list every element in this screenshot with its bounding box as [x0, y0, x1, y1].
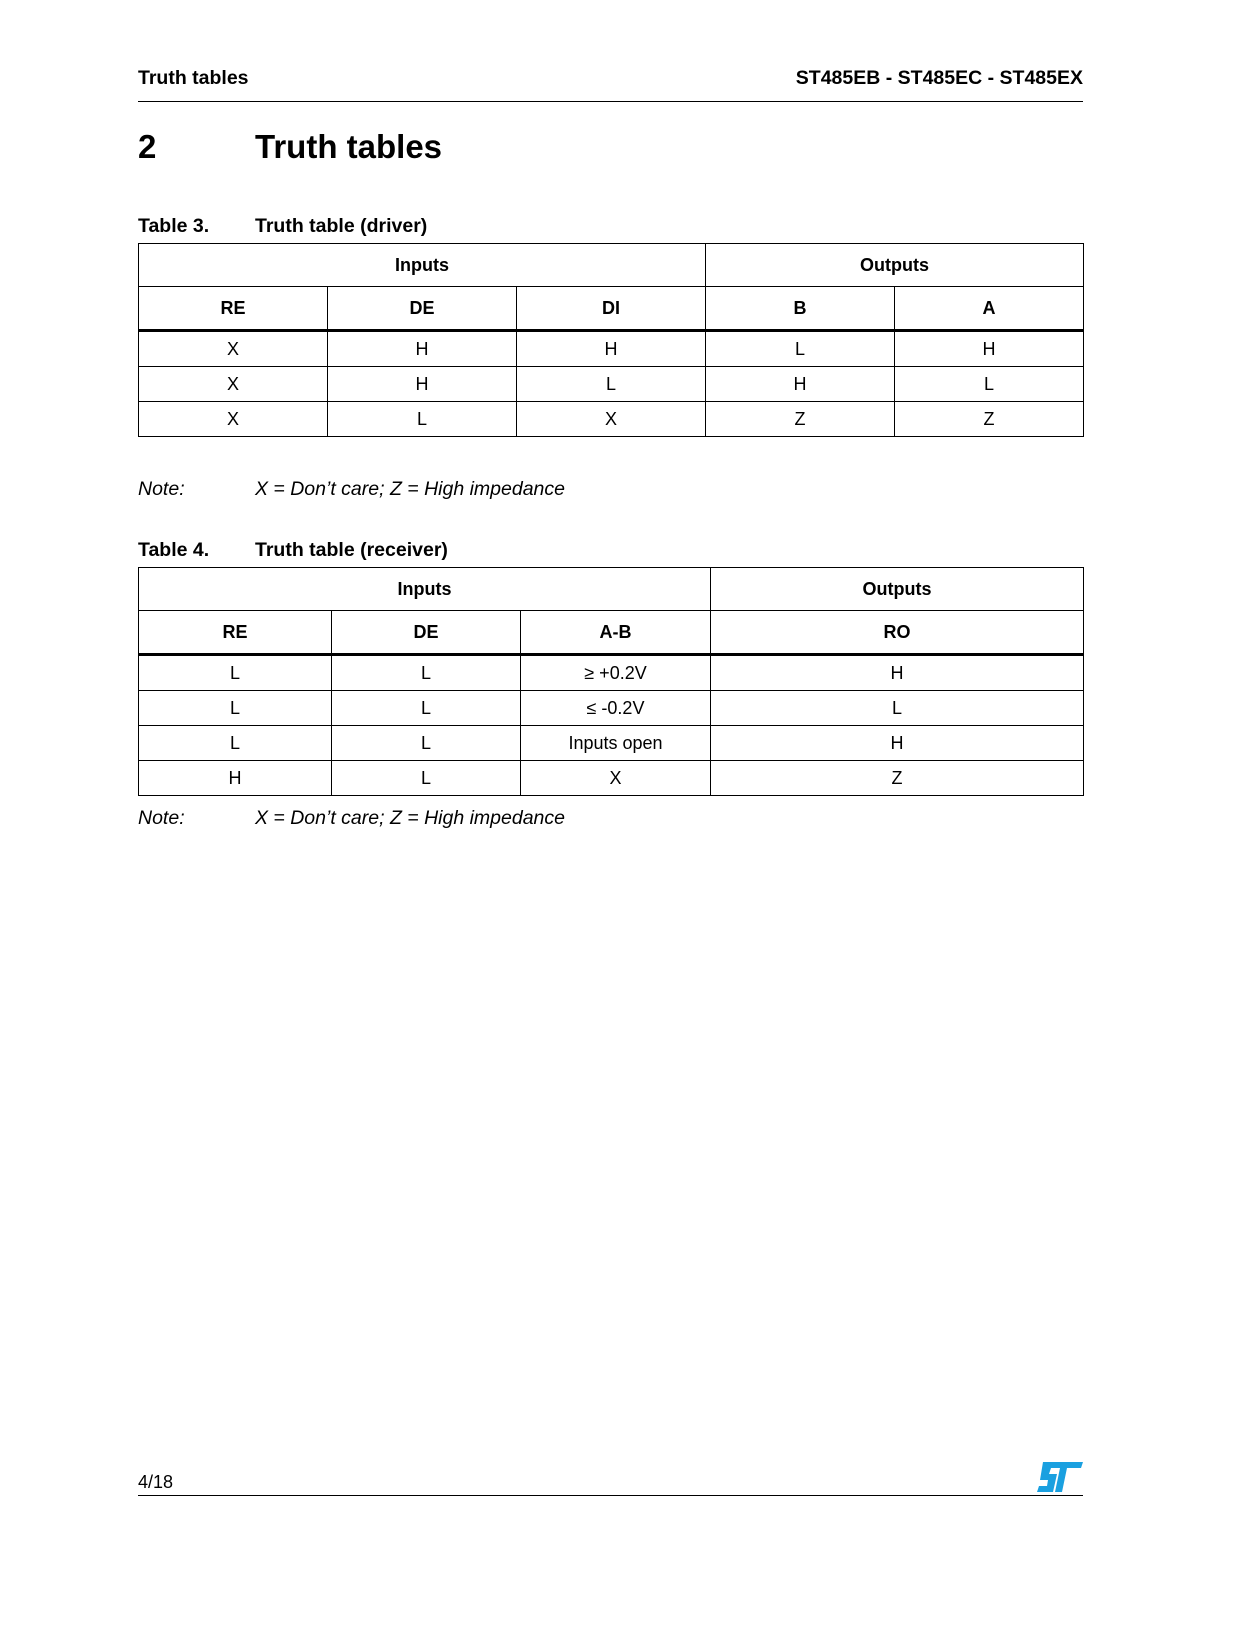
table-cell: L	[139, 655, 332, 691]
table4-caption-title: Truth table (receiver)	[255, 539, 448, 561]
table-cell: Z	[895, 402, 1084, 437]
table3-caption-number: Table 3.	[138, 215, 210, 237]
table-cell: L	[332, 691, 521, 726]
page-number: 4/18	[138, 1472, 174, 1492]
table-cell: L	[706, 331, 895, 367]
st-logo-icon	[1037, 1462, 1083, 1492]
table4-col-ro: RO	[711, 611, 1084, 655]
table3-group-inputs: Inputs	[139, 244, 706, 287]
table4-group-outputs: Outputs	[711, 568, 1084, 611]
table-cell: X	[139, 402, 328, 437]
table3-note-text: X = Don’t care; Z = High impedance	[255, 478, 565, 500]
table3-col-a: A	[895, 287, 1084, 331]
footer-divider	[138, 1495, 1083, 1496]
table-cell: Z	[706, 402, 895, 437]
table3-column-header-row	[139, 287, 1084, 331]
table4-col-a-b: A-B	[521, 611, 711, 655]
table3-col-de: DE	[328, 287, 517, 331]
table-cell: X	[139, 367, 328, 402]
table-cell: ≤ -0.2V	[521, 691, 711, 726]
header-divider	[138, 101, 1083, 102]
table3-col-b: B	[706, 287, 895, 331]
table-cell: L	[328, 402, 517, 437]
table3-col-re: RE	[139, 287, 328, 331]
table3-note-label: Note:	[138, 478, 185, 500]
table-row	[139, 402, 1084, 437]
table4-caption-number: Table 4.	[138, 539, 210, 561]
table-row	[139, 691, 1084, 726]
table-cell: L	[711, 691, 1084, 726]
truth-table-receiver	[138, 567, 1084, 796]
section-number: 2	[138, 128, 157, 165]
table4-col-de: DE	[332, 611, 521, 655]
table-cell: L	[332, 761, 521, 796]
table-cell: L	[895, 367, 1084, 402]
running-header-section: Truth tables	[138, 67, 249, 89]
table-cell: Inputs open	[521, 726, 711, 761]
table-cell: L	[139, 691, 332, 726]
table3-caption-title: Truth table (driver)	[255, 215, 428, 237]
table-row	[139, 367, 1084, 402]
table3-group-outputs: Outputs	[706, 244, 1084, 287]
table-cell: H	[139, 761, 332, 796]
table-row	[139, 331, 1084, 367]
table-cell: L	[332, 726, 521, 761]
truth-table-driver	[138, 243, 1084, 437]
table4-column-header-row	[139, 611, 1084, 655]
table-cell: X	[517, 402, 706, 437]
table4-note-label: Note:	[138, 807, 185, 829]
table4-note-text: X = Don’t care; Z = High impedance	[255, 807, 565, 829]
table-cell: H	[711, 726, 1084, 761]
table-cell: L	[517, 367, 706, 402]
table-row	[139, 761, 1084, 796]
table-cell: H	[328, 331, 517, 367]
table4-group-inputs: Inputs	[139, 568, 711, 611]
table-cell: H	[711, 655, 1084, 691]
table4-col-re: RE	[139, 611, 332, 655]
table-cell: L	[139, 726, 332, 761]
section-title: Truth tables	[255, 128, 443, 165]
table-row	[139, 726, 1084, 761]
running-header-document-title: ST485EB - ST485EC - ST485EX	[795, 67, 1083, 89]
table-cell: H	[328, 367, 517, 402]
table-cell: X	[521, 761, 711, 796]
table-cell: Z	[711, 761, 1084, 796]
table4-group-header-row	[139, 568, 1084, 611]
table-cell: ≥ +0.2V	[521, 655, 711, 691]
table3-col-di: DI	[517, 287, 706, 331]
table-cell: H	[895, 331, 1084, 367]
table-cell: L	[332, 655, 521, 691]
table-cell: H	[706, 367, 895, 402]
table-row	[139, 655, 1084, 691]
table-cell: X	[139, 331, 328, 367]
table-cell: H	[517, 331, 706, 367]
table3-group-header-row	[139, 244, 1084, 287]
